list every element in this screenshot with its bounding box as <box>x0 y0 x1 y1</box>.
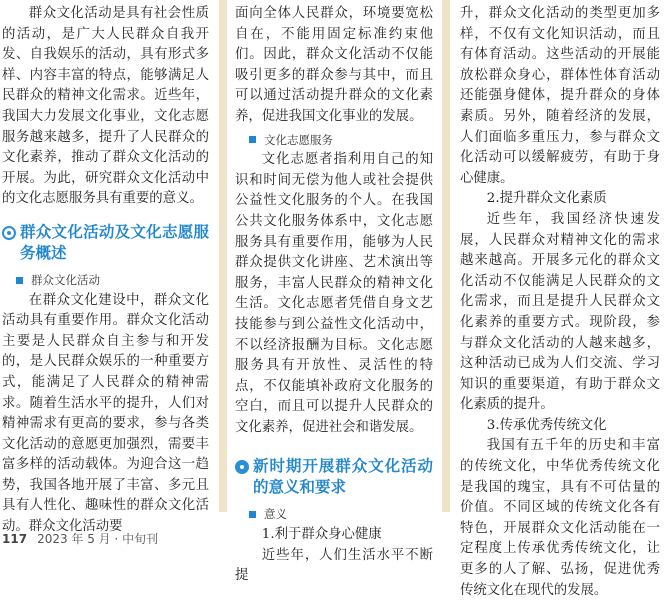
page-footer <box>2 530 158 547</box>
square-bullet-icon <box>249 511 256 518</box>
item-heading: 2.提升群众文化素质 <box>486 191 607 207</box>
body-paragraph: 近些年，人们生活水平不断提 <box>235 547 433 584</box>
body-paragraph: 升，群众文化活动的类型更加多样，不仅有文化知识活动，而且有体育活动。这些活动的开展能放松群众身心，群体性体育活动还能强身健体，提升群众的身体素质。另外，随着经济的发展，人们面临多重压力，参与群众文化活动可以缓解疲劳，有助于身心健康。 <box>460 6 660 186</box>
body-paragraph: 近些年，我国经济快速发展，人民群众对精神文化的需求越来越高。开展多元化的群众文化活动不仅能满足人民群众的文化需求，而且是提升人民群众文化素养的重要方式。现阶段，参与群众文化活动的人越来越多，这种活动已成为人们交流、学习知识的重要渠道，有助于群众文化素质的提升。 <box>460 211 660 413</box>
column-divider <box>442 0 450 512</box>
body-paragraph: 我国有五千年的历史和丰富的传统文化，中华优秀传统文化是我国的瑰宝，具有不可估量的价值。不同区域的传统文化各有特色，开展群众文化活动能在一定程度上传承优秀传统文化，让更多的人了解、弘扬，促进优秀传统文化在现代的发展。 <box>460 438 660 598</box>
subheading-label: 意义 <box>264 507 287 522</box>
body-paragraph: 文化志愿者指利用自己的知识和时间无偿为他人或社会提供公益性文化服务的个人。在我国公共文化服务体系中，文化志愿服务具有重要作用，能够为人民群众提供文化讲座、艺术演出等服务，丰富人民群众的精神文化生活。文化志愿者凭借自身文艺技能参与到公益性文化活动中，不以经济报酬为目标。文化志愿服务具有开放性、灵活性的特点，不仅能填补政府文化服务的空白，而且可以提升人民群众的文化素养，促进社会和谐发展。 <box>235 152 433 435</box>
subheading-mass-culture <box>16 270 209 291</box>
subheading-significance <box>249 504 433 525</box>
square-bullet-icon <box>249 136 256 143</box>
intro-paragraph: 群众文化活动是具有社会性质的活动，是广大人民群众自我开发、自我娱乐的活动，具有形式多样、内容丰富的特点，能够满足人民群众的精神文化需求。近些年，我国大力发展文化事业，文化志愿服务越来越多，提升了人民群众的文化素养，推动了群众文化活动的开展。为此，研究群众文化活动中的文化志愿服务具有重要的意义。 <box>2 6 209 207</box>
section-heading-overview <box>2 222 209 264</box>
page-number: 117 <box>2 532 28 546</box>
square-bullet-icon <box>16 277 23 284</box>
column-1 <box>2 4 209 538</box>
section-heading-significance <box>235 456 433 498</box>
section-title: 新时期开展群众文化活动的意义和要求 <box>253 457 433 497</box>
body-paragraph: 面向全体人民群众，环境要宽松自在，不能用固定标准约束他们。因此，群众文化活动不仅能吸引更多的群众参与其中，而且可以通过活动提升群众的文化素养，促进我国文化事业的发展。 <box>235 6 433 124</box>
section-title: 群众文化活动及文化志愿服务概述 <box>20 222 209 262</box>
subheading-label: 文化志愿服务 <box>264 132 333 147</box>
subheading-label: 群众文化活动 <box>31 272 100 287</box>
column-2 <box>235 4 433 587</box>
issue-label: 2023 年 5 月 · 中旬刊 <box>37 532 159 546</box>
target-icon <box>2 226 16 240</box>
target-icon <box>235 460 249 474</box>
body-paragraph: 在群众文化建设中，群众文化活动具有重要作用。群众文化活动主要是人民群众自主参与和开发的，是人民群众娱乐的一种重要方式，能满足了人民群众的精神需求。随着生活水平的提升，人们对精神需求有更高的要求，参与各类文化活动的意愿更加强烈，需要丰富多样的活动载体。为迎合这一趋势，我国各地开展了丰富、多元且具有人性化、趣味性的群众文化活动。群众文化活动要 <box>2 292 209 535</box>
item-heading: 3.传承优秀传统文化 <box>486 417 607 433</box>
subheading-volunteer-service <box>249 130 433 151</box>
column-3 <box>460 4 660 601</box>
item-heading: 1.利于群众身心健康 <box>261 527 382 543</box>
column-divider <box>219 0 227 512</box>
